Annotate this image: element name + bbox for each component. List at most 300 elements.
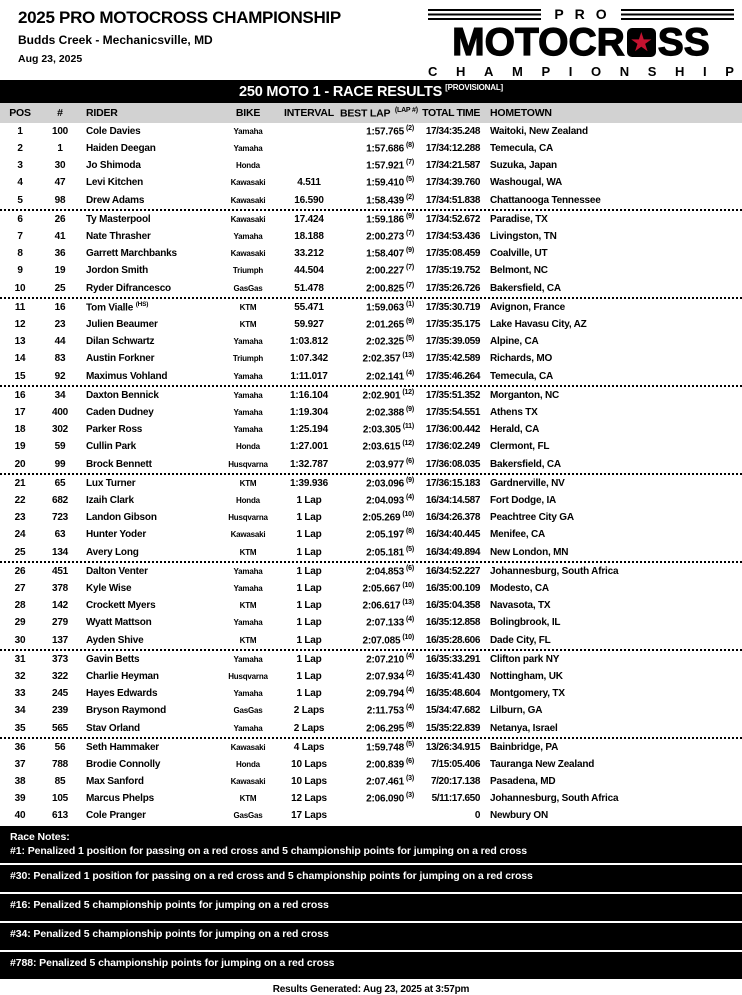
- rider-name: Brock Bennett: [86, 458, 152, 470]
- table-row: [0, 492, 742, 509]
- rider-name: Max Sanford: [86, 776, 144, 787]
- bike-brand: Yamaha: [233, 584, 263, 593]
- bike-brand: KTM: [239, 635, 257, 645]
- bike-brand: Honda: [236, 161, 260, 170]
- total-time-value: 7/20:17.138: [431, 776, 480, 787]
- total-time-value: 17/35:30.719: [425, 302, 480, 313]
- bike-brand: Yamaha: [233, 232, 263, 241]
- position: 24: [14, 529, 26, 540]
- col-hometown: HOMETOWN: [490, 107, 552, 119]
- rider-name: Ayden Shive: [86, 634, 144, 646]
- rider-number: 63: [54, 529, 66, 540]
- position: 25: [14, 546, 26, 558]
- best-lap-value: 2:02.901 $^{(12)}$: [362, 389, 414, 402]
- interval-value: 1:27.001: [290, 441, 328, 452]
- rider-number: 239: [51, 705, 69, 716]
- rider-name: Crockett Myers: [86, 600, 156, 611]
- rider-name: Bryson Raymond: [86, 705, 166, 716]
- interval-value: 1 Lap: [296, 688, 322, 699]
- position: 16: [14, 390, 26, 401]
- best-lap-number: (9): [406, 213, 414, 221]
- interval-value: 1:39.936: [290, 478, 328, 489]
- position: 40: [14, 810, 26, 821]
- total-time-value: 17/35:19.752: [425, 265, 480, 276]
- best-lap-value: 2:06.295 $^{(8)}$: [366, 721, 414, 735]
- best-lap-value: 2:00.825 $^{(7)}$: [366, 281, 414, 295]
- bike-brand: KTM: [239, 547, 257, 557]
- event-venue: Budds Creek - Mechanicsville, MD: [18, 33, 213, 47]
- hometown-value: Coalville, UT: [490, 248, 548, 259]
- total-time-value: 17/35:08.459: [425, 248, 480, 259]
- table-row: [0, 790, 742, 807]
- rider-number: 682: [51, 495, 69, 506]
- rider-name: Izaih Clark: [86, 495, 134, 506]
- best-lap-number: (7): [406, 264, 414, 272]
- rider-number: 100: [51, 126, 69, 137]
- table-row: [0, 174, 742, 191]
- bike-brand: Husqvarna: [228, 672, 268, 681]
- col-total-time: TOTAL TIME: [422, 107, 480, 119]
- table-header-row: [0, 103, 742, 123]
- best-lap-value: 2:07.085 $^{(10)}$: [362, 633, 414, 647]
- table-row: [0, 387, 742, 404]
- rider-name: Marcus Phelps: [86, 793, 154, 804]
- race-note: #16: Penalized 5 championship points for jumping on a red cross: [0, 894, 742, 921]
- rider-number: 65: [54, 478, 66, 489]
- section-title-bar: [0, 80, 742, 103]
- hometown-value: Morganton, NC: [490, 390, 560, 401]
- table-row: [0, 773, 742, 790]
- position: 12: [14, 319, 26, 330]
- interval-value: 44.504: [294, 265, 324, 276]
- rider-name: Cole Davies: [86, 126, 141, 137]
- best-lap-number: (10): [402, 582, 414, 590]
- best-lap-number: (11): [402, 423, 414, 431]
- table-row: [0, 651, 742, 668]
- position: 29: [14, 617, 26, 628]
- bike-brand: Kawasaki: [230, 178, 266, 187]
- best-lap-number: (4): [406, 494, 414, 502]
- rider-name: Maximus Vohland: [86, 370, 168, 382]
- hometown-value: Pasadena, MD: [490, 776, 556, 787]
- position: 3: [17, 160, 23, 171]
- rider-name: Ty Masterpool: [86, 214, 151, 225]
- rider-name: Hayes Edwards: [86, 688, 158, 699]
- total-time-value: 17/36:15.183: [425, 478, 480, 489]
- best-lap-value: 2:00.227 $^{(7)}$: [366, 264, 414, 277]
- rider-number: 99: [54, 458, 66, 470]
- hometown-value: Alpine, CA: [490, 336, 539, 347]
- table-row: [0, 597, 742, 614]
- logo-motocross-right: SS: [657, 21, 710, 64]
- position: 28: [14, 600, 26, 611]
- bike-brand: Yamaha: [233, 567, 263, 576]
- bike-brand: Triumph: [232, 354, 264, 363]
- total-time-value: 16/35:04.358: [425, 600, 480, 611]
- best-lap-value: 2:05.181 $^{(5)}$: [366, 545, 414, 559]
- race-note: #788: Penalized 5 championship points for jumping on a red cross: [0, 952, 742, 979]
- rider-number: 302: [51, 424, 69, 435]
- best-lap-number: (6): [406, 565, 414, 573]
- table-row: [0, 580, 742, 597]
- table-row: [0, 438, 742, 455]
- best-lap-number: (9): [406, 477, 414, 485]
- position: 4: [17, 177, 23, 188]
- rider-name: Dilan Schwartz: [86, 336, 155, 347]
- position: 37: [14, 759, 26, 770]
- bike-brand: Yamaha: [233, 337, 263, 346]
- hometown-value: Tauranga New Zealand: [490, 759, 595, 770]
- bike-brand: KTM: [239, 320, 257, 329]
- rider-number: 25: [54, 282, 66, 294]
- bike-brand: Kawasaki: [230, 777, 266, 786]
- logo-championship: C H A M P I O N S H I P: [428, 64, 734, 83]
- position: 33: [14, 688, 26, 699]
- rider-number: 34: [54, 390, 66, 401]
- total-time-value: 17/36:00.442: [425, 424, 480, 435]
- position: 6: [17, 214, 23, 225]
- table-row: [0, 350, 742, 367]
- hometown-value: Modesto, CA: [490, 583, 549, 594]
- hometown-value: Livingston, TN: [490, 231, 557, 242]
- bike-brand: Yamaha: [233, 425, 263, 434]
- rider-number: 613: [51, 810, 69, 821]
- best-lap-number: (12): [402, 440, 414, 448]
- rider-name: Caden Dudney: [86, 407, 154, 418]
- rider-number: 16: [54, 302, 66, 313]
- rider-number: 378: [51, 583, 69, 594]
- rider-number: 451: [51, 566, 69, 577]
- rider-number: 19: [54, 265, 66, 276]
- hometown-value: Johannesburg, South Africa: [490, 793, 619, 804]
- best-lap-value: 2:02.325 $^{(5)}$: [366, 335, 414, 348]
- hometown-value: Temecula, CA: [490, 143, 553, 154]
- bike-brand: Yamaha: [233, 408, 263, 417]
- best-lap-value: 2:04.093 $^{(4)}$: [366, 494, 414, 507]
- interval-value: 1:19.304: [290, 407, 328, 418]
- best-lap-value: 2:03.305 $^{(11)}$: [362, 423, 414, 436]
- interval-value: 1 Lap: [296, 546, 322, 558]
- rider-name: Julien Beaumer: [86, 319, 158, 330]
- total-time-value: 17/36:02.249: [425, 441, 480, 452]
- best-lap-value: 1:59.186 $^{(9)}$: [366, 213, 414, 226]
- interval-value: 51.478: [294, 282, 324, 294]
- table-row: [0, 299, 742, 316]
- bike-brand: GasGas: [233, 283, 263, 293]
- table-row: [0, 211, 742, 228]
- rider-name: Drew Adams: [86, 194, 145, 206]
- pro-motocross-logo: [428, 6, 734, 83]
- interval-value: 2 Laps: [293, 722, 325, 734]
- position: 15: [14, 370, 26, 382]
- best-lap-number: (10): [402, 511, 414, 519]
- position: 20: [14, 458, 26, 470]
- table-row: [0, 279, 742, 299]
- col-pos: POS: [9, 107, 31, 119]
- best-lap-number: (13): [402, 599, 414, 607]
- logo-pro-text: PRO: [554, 6, 618, 22]
- bike-brand: Yamaha: [233, 618, 263, 627]
- table-row: [0, 404, 742, 421]
- hometown-value: Fort Dodge, IA: [490, 495, 557, 506]
- bike-brand: Kawasaki: [230, 530, 266, 539]
- best-lap-number: (5): [406, 741, 414, 749]
- bike-brand: Honda: [236, 442, 260, 451]
- rider-number: 83: [54, 353, 66, 364]
- interval-value: 10 Laps: [291, 776, 327, 787]
- rider-name: Seth Hammaker: [86, 742, 159, 753]
- rider-name: Jordon Smith: [86, 265, 149, 276]
- provisional-flag: [PROVISIONAL]: [445, 83, 503, 92]
- rider-name: Stav Orland: [86, 722, 140, 734]
- table-row: [0, 140, 742, 157]
- hometown-value: Richards, MO: [490, 353, 553, 364]
- best-lap-number: (13): [402, 352, 414, 360]
- best-lap-value: 2:07.934 $^{(2)}$: [366, 670, 414, 683]
- interval-value: 1:25.194: [290, 424, 328, 435]
- best-lap-number: (7): [406, 159, 414, 167]
- rider-number: 134: [51, 546, 69, 558]
- rider-number: 98: [54, 194, 66, 206]
- position: 39: [14, 793, 26, 804]
- hometown-value: Bolingbrook, IL: [490, 617, 561, 628]
- table-row: [0, 614, 742, 631]
- interval-value: 1 Lap: [296, 600, 322, 611]
- hometown-value: Bakersfield, CA: [490, 282, 561, 294]
- best-lap-value: 2:05.197 $^{(8)}$: [366, 528, 414, 541]
- bike-brand: KTM: [239, 601, 257, 610]
- bike-brand: Honda: [236, 760, 260, 769]
- table-row: [0, 756, 742, 773]
- total-time-value: 17/35:42.589: [425, 353, 480, 364]
- col-interval: INTERVAL: [284, 107, 334, 119]
- best-lap-value: 1:58.407 $^{(9)}$: [366, 247, 414, 260]
- table-row: [0, 245, 742, 262]
- total-time-value: 16/35:33.291: [425, 654, 480, 665]
- total-time-value: 16/35:00.109: [425, 583, 480, 594]
- interval-value: 1:11.017: [290, 370, 328, 382]
- rider-number: 85: [54, 776, 66, 787]
- col-rider: RIDER: [86, 107, 118, 119]
- position: 14: [14, 353, 26, 364]
- interval-value: 1 Lap: [296, 495, 322, 506]
- bike-brand: KTM: [239, 479, 257, 488]
- best-lap-value: 2:02.388 $^{(9)}$: [366, 406, 414, 419]
- bike-brand: KTM: [239, 303, 257, 312]
- total-time-value: 16/34:49.894: [425, 546, 480, 558]
- total-time-value: 7/15:05.406: [431, 759, 480, 770]
- best-lap-number: (4): [406, 704, 414, 712]
- hometown-value: Lilburn, GA: [490, 705, 543, 716]
- rider-number: 1: [57, 143, 63, 154]
- interval-value: 2 Laps: [293, 705, 325, 716]
- hometown-value: Belmont, NC: [490, 265, 548, 276]
- total-time-value: 17/35:26.726: [425, 282, 480, 294]
- rider-name: Dalton Venter: [86, 566, 148, 577]
- table-row: [0, 191, 742, 211]
- total-time-value: 17/35:46.264: [425, 370, 480, 382]
- race-note: #34: Penalized 5 championship points for jumping on a red cross: [0, 923, 742, 950]
- interval-value: 12 Laps: [291, 793, 327, 804]
- rider-name: Parker Ross: [86, 424, 143, 435]
- rider-number: 36: [54, 248, 66, 259]
- total-time-value: 13/26:34.915: [425, 742, 480, 753]
- total-time-value: 16/34:40.445: [425, 529, 480, 540]
- interval-value: 1 Lap: [296, 529, 322, 540]
- best-lap-number: (9): [406, 318, 414, 326]
- race-note-text: #1: Penalized 1 position for passing on a red cross and 5 championship points for jumping on a red cross: [10, 845, 528, 857]
- rider-number: 723: [51, 512, 69, 523]
- rider-number: 30: [54, 160, 66, 171]
- rider-number: 59: [54, 441, 66, 452]
- hometown-value: Athens TX: [490, 407, 538, 418]
- rider-number: 142: [51, 600, 69, 611]
- event-date: Aug 23, 2025: [18, 53, 83, 65]
- total-time-value: 17/35:51.352: [425, 390, 480, 401]
- rider-number: 322: [51, 671, 69, 682]
- hometown-value: Dade City, FL: [490, 634, 551, 646]
- best-lap-value: 1:57.921 $^{(7)}$: [366, 159, 414, 172]
- table-row: [0, 316, 742, 333]
- hometown-value: Peachtree City GA: [490, 512, 574, 523]
- best-lap-number: (4): [406, 369, 414, 377]
- hometown-value: Menifee, CA: [490, 529, 546, 540]
- best-lap-value: 2:00.273 $^{(7)}$: [366, 230, 414, 243]
- hometown-value: Clifton park NY: [490, 654, 560, 665]
- table-row: [0, 685, 742, 702]
- table-row: [0, 421, 742, 438]
- position: 13: [14, 336, 26, 347]
- race-note: [0, 826, 742, 863]
- rider-name: Levi Kitchen: [86, 177, 144, 188]
- rider-number: 137: [51, 634, 69, 646]
- rider-name: Daxton Bennick: [86, 390, 159, 401]
- position: 26: [14, 566, 26, 577]
- position: 8: [17, 248, 23, 259]
- rider-name: Landon Gibson: [86, 512, 157, 523]
- bike-brand: Yamaha: [233, 127, 263, 136]
- hometown-value: Clermont, FL: [490, 441, 550, 452]
- best-lap-value: 1:59.748 $^{(5)}$: [366, 741, 414, 754]
- bike-brand: Husqvarna: [228, 459, 268, 469]
- best-lap-number: (3): [406, 792, 414, 800]
- best-lap-number: (8): [406, 142, 414, 150]
- table-row: [0, 702, 742, 719]
- interval-value: 10 Laps: [291, 759, 327, 770]
- best-lap-value: 2:04.853 $^{(6)}$: [366, 565, 414, 578]
- best-lap-value: 2:03.096 $^{(9)}$: [366, 477, 414, 490]
- best-lap-number: (7): [406, 230, 414, 238]
- best-lap-value: 2:03.615 $^{(12)}$: [362, 440, 414, 453]
- total-time-value: 17/34:35.248: [425, 126, 480, 137]
- position: 22: [14, 495, 26, 506]
- hometown-value: Waitoki, New Zealand: [490, 126, 588, 137]
- position: 27: [14, 583, 26, 594]
- table-row: [0, 123, 742, 140]
- total-time-value: 0: [474, 810, 480, 821]
- position: 7: [17, 231, 23, 242]
- table-row: [0, 455, 742, 475]
- best-lap-value: 2:06.617 $^{(13)}$: [362, 599, 414, 612]
- best-lap-number: (12): [402, 389, 414, 397]
- page-title: 2025 PRO MOTOCROSS CHAMPIONSHIP: [18, 8, 341, 27]
- rider-number: 47: [54, 177, 66, 188]
- best-lap-number: (10): [402, 633, 414, 641]
- best-lap-number: (8): [406, 721, 414, 729]
- hometown-value: Navasota, TX: [490, 600, 551, 611]
- position: 36: [14, 742, 26, 753]
- hometown-value: Paradise, TX: [490, 214, 548, 225]
- interval-value: 1:16.104: [290, 390, 328, 401]
- interval-value: 1 Lap: [296, 634, 322, 646]
- rider-name: Haiden Deegan: [86, 143, 156, 154]
- section-title: 250 MOTO 1 - RACE RESULTS: [239, 83, 443, 100]
- rider-number: 44: [54, 336, 66, 347]
- bike-brand: Yamaha: [233, 689, 263, 698]
- best-lap-value: 1:57.686 $^{(8)}$: [366, 142, 414, 155]
- bike-brand: GasGas: [233, 811, 263, 820]
- interval-value: 1 Lap: [296, 512, 322, 523]
- star-icon: ★: [627, 28, 656, 57]
- best-lap-number: (2): [406, 193, 414, 201]
- best-lap-number: (1): [406, 301, 414, 309]
- best-lap-number: (4): [406, 653, 414, 661]
- rider-number: 23: [54, 319, 66, 330]
- bike-brand: Husqvarna: [228, 513, 268, 522]
- position: 34: [14, 705, 26, 716]
- results-body: [0, 123, 742, 824]
- col-number: #: [57, 107, 63, 119]
- bike-brand: Yamaha: [233, 655, 263, 664]
- interval-value: 1:07.342: [290, 353, 328, 364]
- hometown-value: Washougal, WA: [490, 177, 563, 188]
- best-lap-value: 2:07.210 $^{(4)}$: [366, 653, 414, 666]
- table-row: [0, 631, 742, 651]
- total-time-value: 17/34:52.672: [425, 214, 480, 225]
- bike-brand: Kawasaki: [230, 215, 266, 224]
- total-time-value: 17/34:12.288: [425, 143, 480, 154]
- total-time-value: 5/11:17.650: [431, 793, 480, 804]
- total-time-value: 17/34:51.838: [425, 194, 480, 206]
- best-lap-number: (2): [406, 125, 414, 133]
- hometown-value: Bainbridge, PA: [490, 742, 559, 753]
- best-lap-value: 1:58.439 $^{(2)}$: [366, 193, 414, 207]
- best-lap-number: (6): [406, 758, 414, 766]
- bike-brand: Kawasaki: [230, 249, 266, 258]
- position: 19: [14, 441, 26, 452]
- position: 18: [14, 424, 26, 435]
- table-row: [0, 739, 742, 756]
- table-row: [0, 333, 742, 350]
- best-lap-value: 2:03.977 $^{(6)}$: [366, 457, 414, 471]
- table-row: [0, 526, 742, 543]
- rider-name: Nate Thrasher: [86, 231, 151, 242]
- bike-brand: Kawasaki: [230, 195, 266, 205]
- position: 11: [14, 302, 26, 313]
- bike-brand: Triumph: [232, 266, 264, 275]
- total-time-value: 17/35:54.551: [425, 407, 480, 418]
- hometown-value: Netanya, Israel: [490, 722, 558, 734]
- position: 10: [14, 282, 26, 294]
- bike-brand: Yamaha: [233, 144, 263, 153]
- best-lap-value: 1:59.410 $^{(5)}$: [366, 176, 414, 189]
- rider-name: Tom Vialle $^{(HS)}$: [86, 301, 149, 314]
- best-lap-number: (7): [406, 281, 414, 289]
- position: 32: [14, 671, 26, 682]
- rider-name: Austin Forkner: [86, 353, 155, 364]
- best-lap-number: (5): [406, 335, 414, 343]
- best-lap-number: (8): [406, 528, 414, 536]
